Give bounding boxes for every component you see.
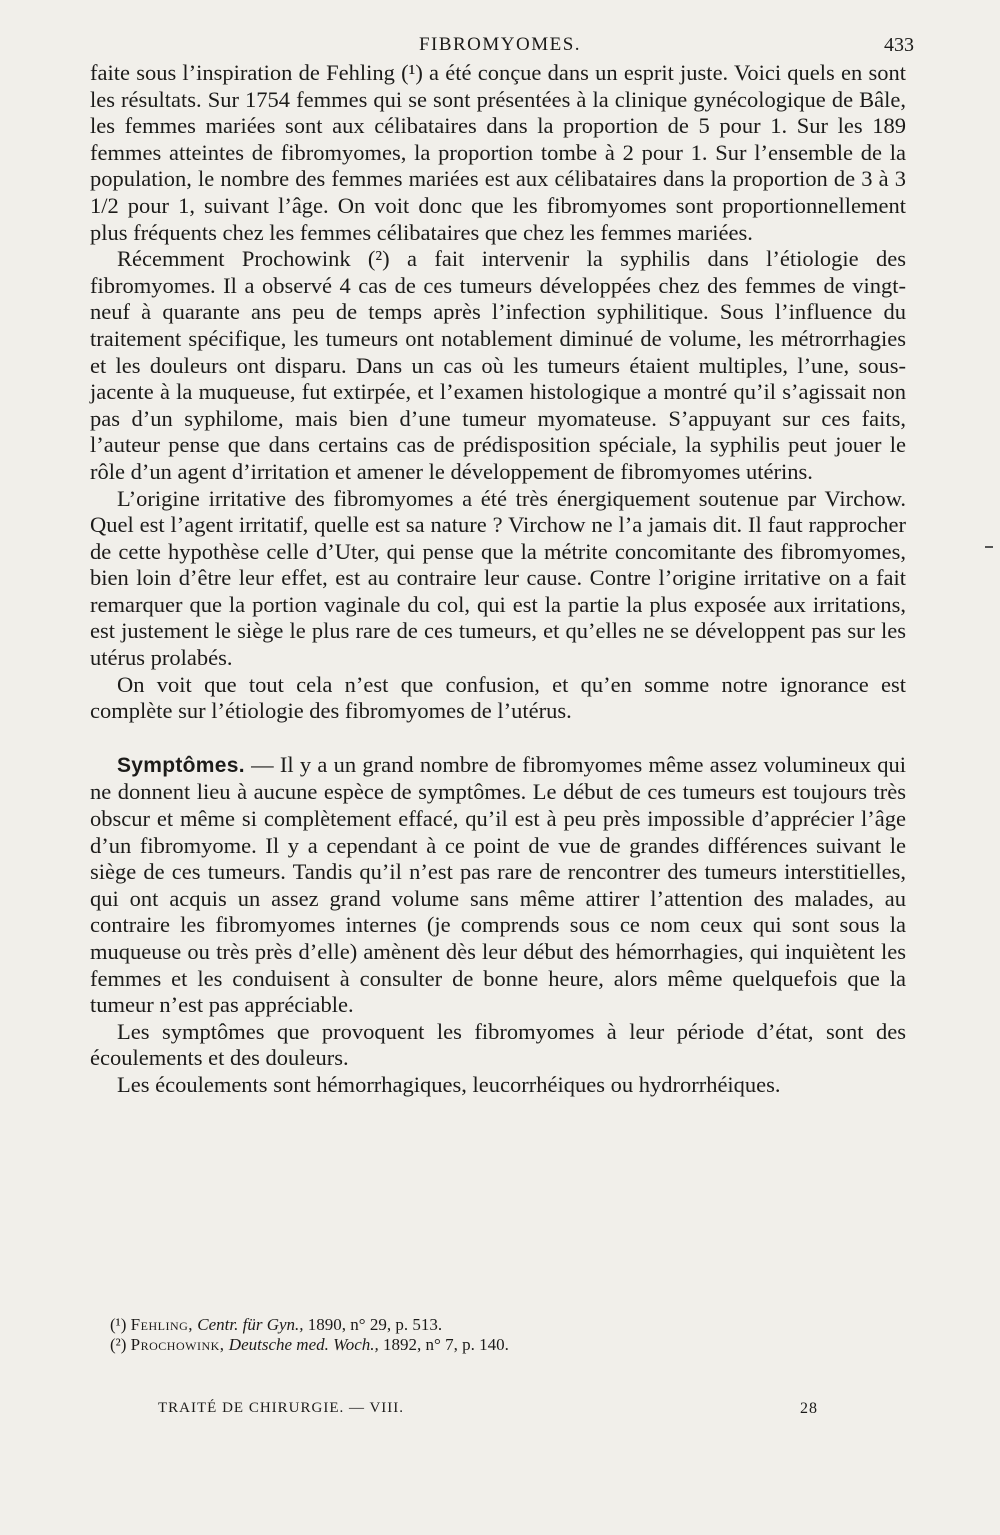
paragraph-6: Les symptômes que provoquent les fibromyomes à leur période d’état, sont des écoulements et des douleurs.: [90, 1018, 906, 1071]
running-title: FIBROMYOMES.: [418, 34, 582, 55]
paragraph-2: Récemment Prochowink (²) a fait intervenir la syphilis dans l’étiologie des fibromyomes. Il a observé 4 cas de ces tumeurs développées chez des femmes de vingt-neuf à quarante ans peu de temps après l’infection syphilitique. Sous l’influence du traitement spécifique, les tumeurs ont notablement diminué de volume, les métrorrhagies et les douleurs ont disparu. Dans un cas où les tumeurs étaient multiples, l’une, sous-jacente à la muqueuse, fut extirpée, et l’examen histologique a montré qu’il s’agissait non pas d’un syphilome, mais bien d’une tumeur myomateuse. S’appuyant sur ces faits, l’auteur pense que dans certains cas de prédisposition spéciale, la syphilis peut jouer le rôle d’un agent d’irritation et amener le développement de fibromyomes utérins.: [90, 246, 906, 484]
page-number: 433: [884, 34, 914, 56]
footnote-author: Fehling,: [130, 1315, 194, 1334]
footnote-details: 1892, n° 7, p. 140.: [383, 1335, 509, 1354]
footnote-details: 1890, n° 29, p. 513.: [307, 1315, 443, 1334]
paragraph-1: faite sous l’inspiration de Fehling (¹) a été conçue dans un esprit juste. Voici quels en sont les résultats. Sur 1754 femmes qui se sont présentées à la clinique gynécologique de Bâle, les femmes mariées sont aux célibataires dans la proportion de 5 pour 1. Sur les 189 femmes atteintes de fibromyomes, la proportion tombe à 2 pour 1. Sur l’ensemble de la population, le nombre des femmes mariées est aux célibataires dans la proportion de 3 à 3 1/2 pour 1, suivant l’âge. On voit donc que les fibromyomes sont proportionnellement plus fréquents chez les femmes célibataires que chez les femmes mariées.: [90, 60, 906, 245]
paragraph-4: On voit que tout cela n’est que confusion, et qu’en somme notre ignorance est complète sur l’étiologie des fibromyomes de l’utérus.: [90, 671, 906, 724]
paragraph-7: Les écoulements sont hémorrhagiques, leucorrhéiques ou hydrorrhéiques.: [117, 1071, 781, 1097]
paragraph-3: L’origine irritative des fibromyomes a été très énergiquement soutenue par Virchow. Quel est l’agent irritatif, quelle est sa nature ? Virchow ne l’a jamais dit. Il faut rapprocher de cette hypothèse celle d’Uter, qui pense que la métrite concomitante des fibromyomes, bien loin d’être leur effet, est au contraire leur cause. Contre l’origine irritative on a fait remarquer que la portion vaginale du col, qui est la partie la plus exposée aux irritations, est justement le siège le plus rare de ces tumeurs, et qu’elles ne se développent pas sur les utérus prolabés.: [90, 485, 906, 671]
running-head: [90, 30, 914, 60]
footnote-1: [110, 1315, 900, 1335]
body-text: [90, 60, 906, 1099]
section-heading: Symptômes.: [117, 753, 245, 777]
paragraph-5-text: — Il y a un grand nombre de fibromyomes même assez volumineux qui ne donnent lieu à aucune espèce de symptômes. Le début de ces tumeurs est toujours très obscur et même si complètement effacé, qu’il est à peu près impossible d’apprécier l’âge d’un fibromyome. Il y a cependant à ce point de vue de grandes différences suivant le siège de ces tumeurs. Tandis qu’il n’est pas rare de rencontrer des tumeurs interstitielles, qui ont acquis un assez grand volume sans même attirer l’attention des malades, au contraire les fibromyomes internes (je comprends sous ce nom ceux qui sont sous la muqueuse ou très près d’elle) amènent dès leur début des hémorrhagies, qui inquiètent les femmes et les conduisent à consulter de bonne heure, alors même quelquefois que la tumeur n’est pas appréciable.: [90, 751, 906, 1018]
footnote-work: Centr. für Gyn.,: [197, 1315, 304, 1334]
footnote-2: [110, 1335, 900, 1355]
footnote-marker: (²): [110, 1335, 127, 1354]
footnotes: [110, 1315, 900, 1355]
margin-mark: [985, 546, 993, 548]
paragraph-symptomes: [90, 752, 906, 1019]
footer-book-title: TRAITÉ DE CHIRURGIE. — VIII.: [158, 1400, 405, 1416]
footer-signature-number: 28: [800, 1400, 818, 1417]
footnote-work: Deutsche med. Woch.,: [228, 1335, 379, 1354]
footnote-marker: (¹): [110, 1315, 127, 1334]
footnote-author: Prochowink,: [130, 1335, 225, 1354]
